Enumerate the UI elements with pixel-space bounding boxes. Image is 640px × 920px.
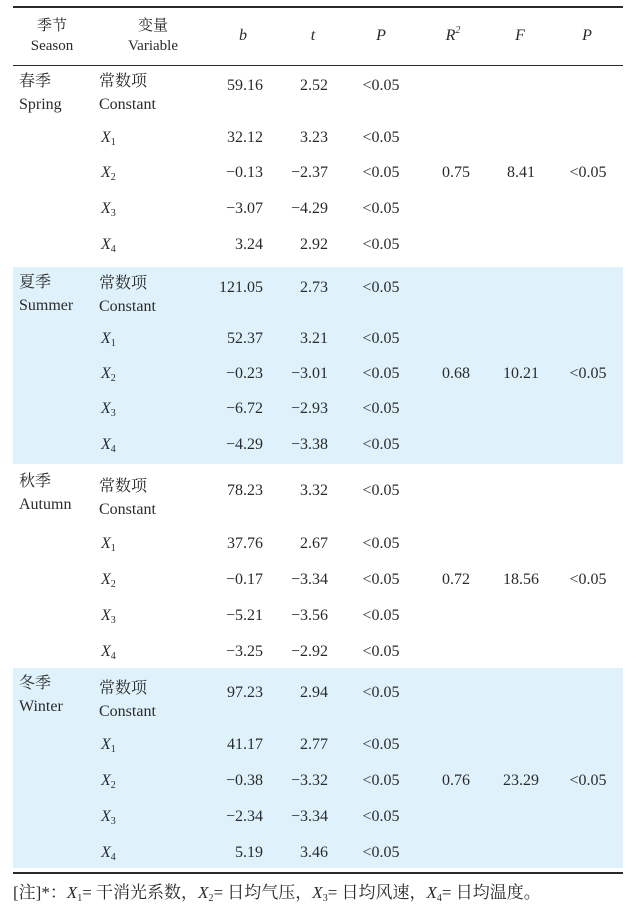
variable-label-cn: 常数项 bbox=[99, 73, 148, 90]
footnote-definition: = 日均温度。 bbox=[441, 883, 541, 902]
variable-constant bbox=[99, 677, 156, 723]
variable-label-cn: 常数项 bbox=[99, 680, 148, 697]
header-p bbox=[351, 6, 411, 65]
variable-symbol-base: X bbox=[101, 200, 111, 217]
p-value-cell: <0.05 bbox=[362, 808, 400, 825]
variable-symbol-sub: 4 bbox=[110, 852, 116, 863]
variable-symbol bbox=[101, 163, 116, 183]
season-block bbox=[13, 668, 623, 868]
variable-symbol-sub: 3 bbox=[110, 208, 116, 219]
variable-symbol-sub: 1 bbox=[110, 744, 116, 755]
variable-symbol bbox=[101, 435, 116, 455]
season-label bbox=[19, 470, 71, 516]
variable-symbol-base: X bbox=[101, 808, 111, 825]
season-label bbox=[19, 70, 62, 116]
season-label-cn: 秋季 bbox=[19, 473, 52, 490]
season-label bbox=[19, 271, 73, 317]
footnote-var-sub: 4 bbox=[436, 893, 442, 904]
p-value-cell: <0.05 bbox=[362, 129, 400, 146]
season-label-en: Spring bbox=[19, 96, 62, 113]
variable-label-en: Constant bbox=[99, 703, 156, 720]
stat-t-cell: −3.01 bbox=[290, 365, 328, 382]
coef-b-cell: 41.17 bbox=[227, 736, 263, 753]
variable-symbol-base: X bbox=[101, 330, 111, 347]
variable-label-cn: 常数项 bbox=[99, 275, 148, 292]
variable-symbol bbox=[101, 329, 116, 349]
p-value-cell: <0.05 bbox=[362, 77, 400, 94]
variable-symbol-base: X bbox=[101, 571, 111, 588]
header-season-en: Season bbox=[30, 37, 74, 54]
stat-t-cell: −4.29 bbox=[290, 200, 328, 217]
variable-symbol-sub: 3 bbox=[110, 816, 116, 827]
table-header bbox=[13, 6, 623, 65]
variable-label-en: Constant bbox=[99, 501, 156, 518]
footnote-var: X bbox=[198, 883, 209, 902]
p-value-cell: <0.05 bbox=[362, 330, 400, 347]
stat-t-cell: 2.94 bbox=[300, 684, 328, 701]
variable-symbol bbox=[101, 534, 116, 554]
variable-symbol-sub: 4 bbox=[110, 651, 116, 662]
p-value-cell: <0.05 bbox=[362, 844, 400, 861]
season-block bbox=[13, 466, 623, 666]
variable-constant bbox=[99, 272, 156, 318]
variable-constant bbox=[99, 70, 156, 116]
season-block bbox=[13, 66, 623, 261]
model-f-cell: 10.21 bbox=[503, 365, 539, 382]
stat-t-cell: −3.38 bbox=[290, 436, 328, 453]
variable-symbol bbox=[101, 771, 116, 791]
coef-b-cell: 97.23 bbox=[227, 684, 263, 701]
p-value-cell: <0.05 bbox=[362, 482, 400, 499]
variable-symbol-sub: 2 bbox=[110, 579, 116, 590]
variable-symbol bbox=[101, 807, 116, 827]
footnote-var-sub: 2 bbox=[208, 893, 214, 904]
coef-b-cell: 37.76 bbox=[227, 535, 263, 552]
variable-symbol-sub: 3 bbox=[110, 408, 116, 419]
stat-t-cell: −2.92 bbox=[290, 643, 328, 660]
coef-b-cell: 5.19 bbox=[235, 844, 263, 861]
table-footnote bbox=[13, 881, 633, 905]
coef-b-cell: 78.23 bbox=[227, 482, 263, 499]
header-variable bbox=[93, 6, 213, 65]
variable-symbol-base: X bbox=[101, 436, 111, 453]
coef-b-cell: 52.37 bbox=[227, 330, 263, 347]
model-r2-cell: 0.68 bbox=[442, 365, 470, 382]
stat-t-cell: −2.93 bbox=[290, 400, 328, 417]
header-variable-en: Variable bbox=[128, 37, 178, 54]
variable-symbol bbox=[101, 843, 116, 863]
variable-symbol bbox=[101, 606, 116, 626]
variable-symbol-sub: 2 bbox=[110, 780, 116, 791]
footnote-var-sub: 1 bbox=[77, 893, 83, 904]
stat-t-cell: 3.32 bbox=[300, 482, 328, 499]
coef-b-cell: 121.05 bbox=[219, 279, 263, 296]
variable-symbol-base: X bbox=[101, 365, 111, 382]
header-b-label: b bbox=[239, 26, 247, 44]
header-variable-cn: 变量 bbox=[137, 17, 168, 34]
stat-t-cell: 2.73 bbox=[300, 279, 328, 296]
variable-label-en: Constant bbox=[99, 96, 156, 113]
coef-b-cell: −5.21 bbox=[225, 607, 263, 624]
model-f-cell: 18.56 bbox=[503, 571, 539, 588]
variable-symbol-base: X bbox=[101, 129, 111, 146]
variable-symbol bbox=[101, 642, 116, 662]
footnote-definition: = 干消光系数， bbox=[82, 883, 199, 902]
stat-t-cell: −3.56 bbox=[290, 607, 328, 624]
coef-b-cell: −0.38 bbox=[225, 772, 263, 789]
p-value-cell: <0.05 bbox=[362, 236, 400, 253]
coef-b-cell: −3.25 bbox=[225, 643, 263, 660]
header-r2-label bbox=[446, 26, 461, 46]
coef-b-cell: −0.13 bbox=[225, 164, 263, 181]
variable-symbol-sub: 4 bbox=[110, 444, 116, 455]
model-r2-cell: 0.75 bbox=[442, 164, 470, 181]
p-value-cell: <0.05 bbox=[362, 436, 400, 453]
variable-symbol bbox=[101, 570, 116, 590]
p-value-cell: <0.05 bbox=[362, 736, 400, 753]
variable-symbol-base: X bbox=[101, 643, 111, 660]
stat-t-cell: −3.34 bbox=[290, 571, 328, 588]
table-bottom-rule bbox=[13, 872, 623, 874]
stat-t-cell: 2.92 bbox=[300, 236, 328, 253]
variable-symbol-sub: 3 bbox=[110, 615, 116, 626]
model-f-cell: 8.41 bbox=[507, 164, 535, 181]
header-p2 bbox=[557, 6, 617, 65]
season-label bbox=[19, 672, 63, 718]
coef-b-cell: 59.16 bbox=[227, 77, 263, 94]
model-r2-cell: 0.76 bbox=[442, 772, 470, 789]
coef-b-cell: −6.72 bbox=[225, 400, 263, 417]
p-value-cell: <0.05 bbox=[362, 400, 400, 417]
variable-label-cn: 常数项 bbox=[99, 478, 148, 495]
variable-symbol-sub: 2 bbox=[110, 373, 116, 384]
stat-t-cell: 3.46 bbox=[300, 844, 328, 861]
p-value-cell: <0.05 bbox=[362, 607, 400, 624]
model-p-cell: <0.05 bbox=[569, 365, 607, 382]
header-f-label: F bbox=[515, 26, 525, 44]
variable-symbol-sub: 2 bbox=[110, 172, 116, 183]
footnote-var: X bbox=[426, 883, 437, 902]
variable-label-en: Constant bbox=[99, 298, 156, 315]
header-r2-sup: 2 bbox=[455, 24, 461, 36]
footnote-var: X bbox=[312, 883, 323, 902]
stat-t-cell: 2.77 bbox=[300, 736, 328, 753]
header-b bbox=[213, 6, 273, 65]
footnote-var-sub: 3 bbox=[322, 893, 328, 904]
variable-symbol-base: X bbox=[101, 736, 111, 753]
stat-t-cell: 2.67 bbox=[300, 535, 328, 552]
footnote-definition: = 日均风速， bbox=[327, 883, 427, 902]
header-p-label: P bbox=[376, 26, 386, 44]
variable-symbol bbox=[101, 399, 116, 419]
footnote-var: X bbox=[66, 883, 78, 902]
season-label-cn: 冬季 bbox=[19, 675, 52, 692]
variable-symbol-sub: 1 bbox=[110, 137, 116, 148]
stat-t-cell: −2.37 bbox=[290, 164, 328, 181]
header-season-cn: 季节 bbox=[36, 17, 67, 34]
variable-symbol-base: X bbox=[101, 772, 111, 789]
footnote-definition: = 日均气压， bbox=[213, 883, 313, 902]
p-value-cell: <0.05 bbox=[362, 200, 400, 217]
p-value-cell: <0.05 bbox=[362, 164, 400, 181]
footnote-prefix: [注]*： bbox=[13, 883, 67, 902]
stat-t-cell: −3.32 bbox=[290, 772, 328, 789]
coef-b-cell: 32.12 bbox=[227, 129, 263, 146]
variable-symbol-base: X bbox=[101, 236, 111, 253]
p-value-cell: <0.05 bbox=[362, 643, 400, 660]
footnote-items bbox=[67, 883, 541, 902]
coef-b-cell: −3.07 bbox=[225, 200, 263, 217]
coef-b-cell: 3.24 bbox=[235, 236, 263, 253]
variable-symbol-base: X bbox=[101, 535, 111, 552]
season-label-cn: 夏季 bbox=[19, 274, 52, 291]
variable-constant bbox=[99, 475, 156, 521]
coef-b-cell: −2.34 bbox=[225, 808, 263, 825]
header-p2-label: P bbox=[582, 26, 592, 44]
model-p-cell: <0.05 bbox=[569, 772, 607, 789]
variable-symbol bbox=[101, 199, 116, 219]
variable-symbol-base: X bbox=[101, 400, 111, 417]
p-value-cell: <0.05 bbox=[362, 535, 400, 552]
variable-symbol bbox=[101, 128, 116, 148]
season-label-cn: 春季 bbox=[19, 73, 52, 90]
p-value-cell: <0.05 bbox=[362, 365, 400, 382]
coef-b-cell: −0.17 bbox=[225, 571, 263, 588]
header-season bbox=[13, 6, 91, 65]
season-label-en: Winter bbox=[19, 698, 63, 715]
variable-symbol-sub: 1 bbox=[110, 543, 116, 554]
header-r2-base: R bbox=[445, 26, 456, 44]
stat-t-cell: 3.21 bbox=[300, 330, 328, 347]
p-value-cell: <0.05 bbox=[362, 571, 400, 588]
header-t bbox=[283, 6, 343, 65]
p-value-cell: <0.05 bbox=[362, 279, 400, 296]
header-r2 bbox=[423, 6, 483, 65]
variable-symbol bbox=[101, 735, 116, 755]
model-p-cell: <0.05 bbox=[569, 571, 607, 588]
model-r2-cell: 0.72 bbox=[442, 571, 470, 588]
variable-symbol bbox=[101, 364, 116, 384]
coef-b-cell: −0.23 bbox=[225, 365, 263, 382]
variable-symbol-sub: 1 bbox=[110, 338, 116, 349]
variable-symbol-sub: 4 bbox=[110, 244, 116, 255]
model-f-cell: 23.29 bbox=[503, 772, 539, 789]
header-f bbox=[490, 6, 550, 65]
variable-symbol-base: X bbox=[101, 844, 111, 861]
model-p-cell: <0.05 bbox=[569, 164, 607, 181]
stat-t-cell: −3.34 bbox=[290, 808, 328, 825]
p-value-cell: <0.05 bbox=[362, 684, 400, 701]
season-label-en: Autumn bbox=[19, 496, 72, 513]
season-block bbox=[13, 267, 623, 464]
variable-symbol-base: X bbox=[101, 164, 111, 181]
header-t-label: t bbox=[310, 26, 316, 44]
variable-symbol bbox=[101, 235, 116, 255]
stat-t-cell: 3.23 bbox=[300, 129, 328, 146]
variable-symbol-base: X bbox=[101, 607, 111, 624]
p-value-cell: <0.05 bbox=[362, 772, 400, 789]
season-label-en: Summer bbox=[19, 297, 74, 314]
coef-b-cell: −4.29 bbox=[225, 436, 263, 453]
stat-t-cell: 2.52 bbox=[300, 77, 328, 94]
